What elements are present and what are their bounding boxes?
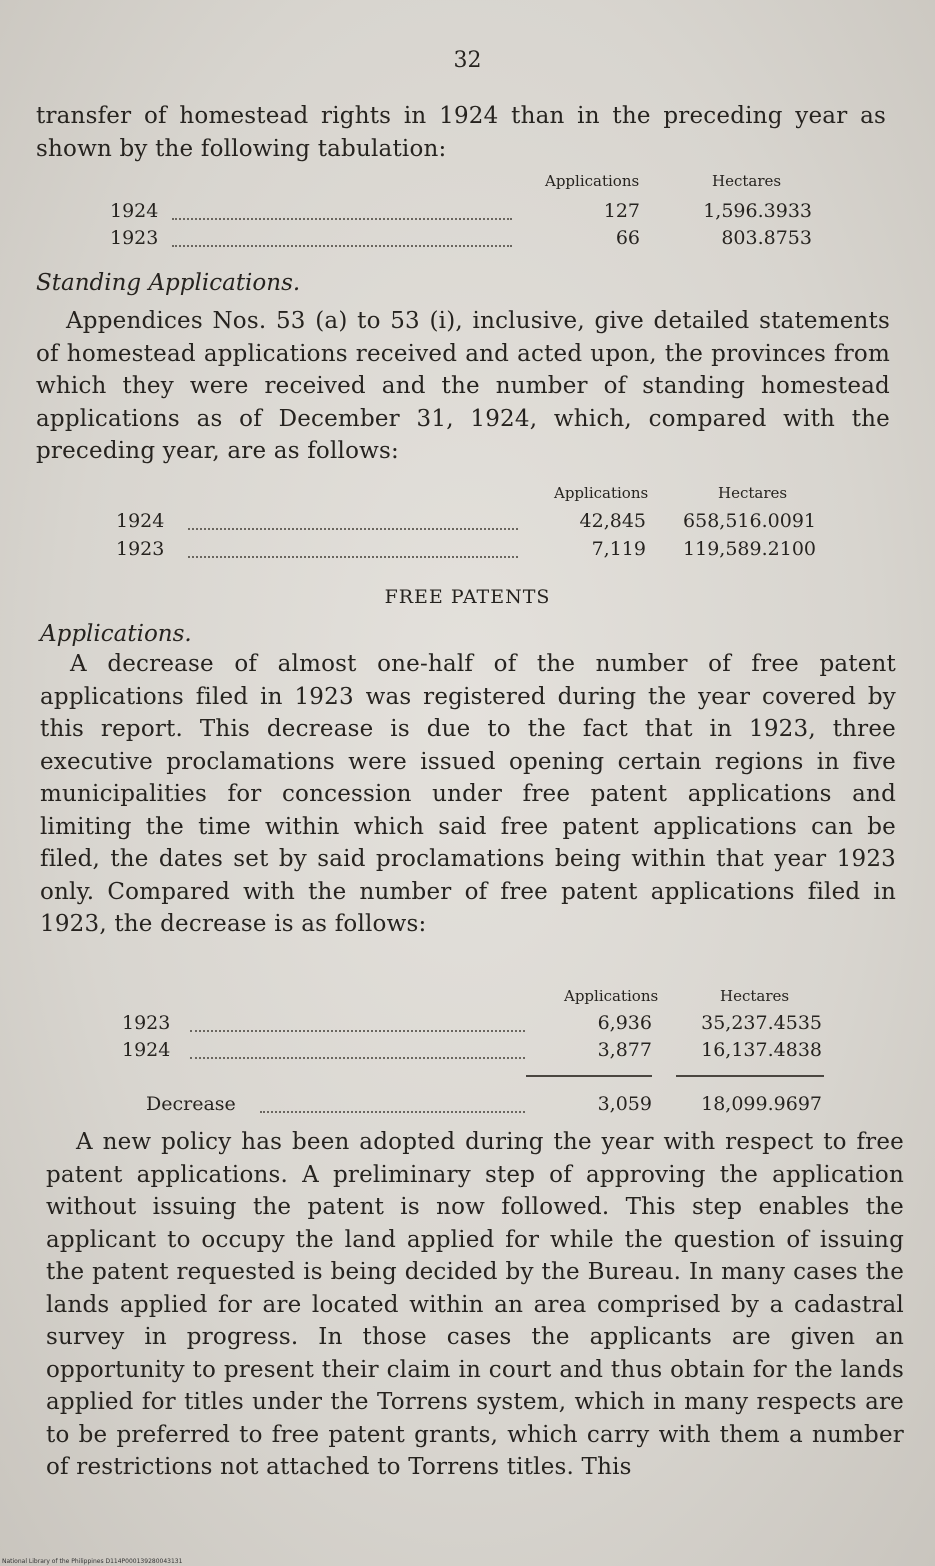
row-hectares: 803.8753 (721, 227, 812, 249)
homestead-transfer-table (110, 172, 820, 252)
total-row (122, 1093, 832, 1119)
leader-dots (260, 1111, 525, 1113)
standing-applications-heading: Standing Applications. (36, 270, 301, 296)
table-row (110, 227, 820, 253)
standing-applications-table (116, 484, 826, 564)
total-label: Decrease (146, 1093, 236, 1115)
table-row (110, 200, 820, 226)
table2-col-hectares: Hectares (718, 484, 788, 502)
table-row (116, 538, 826, 564)
row-hectares: 119,589.2100 (683, 538, 816, 560)
row-applications: 7,119 (591, 538, 646, 560)
row-hectares: 35,237.4535 (701, 1012, 822, 1034)
page-number: 32 (453, 48, 482, 73)
applications-paragraph: A decrease of almost one-half of the number of free patent applications filed in 1923 was registered during the year covered by this report. This decrease is due to the fact that in 1923, three executive proclamations were issued opening certain regions in five municipalities for concession under free patent applications and limiting the time within which said free patent applications can be filed, the dates set by said proclamations being within that year 1923 only. Compared with the number of free patent applications filed in 1923, the decrease is as follows: (40, 651, 896, 937)
row-hectares: 16,137.4838 (701, 1039, 822, 1061)
leader-dots (190, 1057, 525, 1059)
intro-paragraph: transfer of homestead rights in 1924 than in the preceding year as shown by the following tabulation: (36, 103, 886, 162)
new-policy-paragraph: A new policy has been adopted during the year with respect to free patent applications. A preliminary step of approving the application without issuing the patent is now followed. This step enables the applicant to occupy the land applied for while the question of issuing the patent requested is being decided by the Bureau. In many cases the lands applied for are located within an area comprised by a cadastral survey in progress. In those cases the applicants are given an opportunity to present their claim in court and thus obtain for the lands applied for titles under the Torrens system, which in many respects are to be preferred to free patent grants, which carry with them a number of restrictions not attached to Torrens titles. This (46, 1129, 904, 1480)
row-applications: 42,845 (579, 510, 646, 532)
row-applications: 3,877 (597, 1039, 652, 1061)
table3-col-hectares: Hectares (720, 987, 790, 1005)
leader-dots (188, 528, 518, 530)
row-applications: 6,936 (597, 1012, 652, 1034)
sum-rule-hectares (676, 1075, 824, 1077)
total-applications: 3,059 (597, 1093, 652, 1115)
row-year: 1923 (122, 1012, 171, 1034)
leader-dots (172, 218, 512, 220)
row-year: 1924 (122, 1039, 171, 1061)
applications-heading: Applications. (40, 621, 192, 647)
row-applications: 127 (603, 200, 640, 222)
table-row (122, 1012, 832, 1038)
row-year: 1923 (110, 227, 159, 249)
sum-rule-applications (526, 1075, 652, 1077)
table2-col-applications: Applications (554, 484, 649, 502)
free-patent-decrease-table (122, 987, 832, 1122)
table1-col-applications: Applications (545, 172, 640, 190)
row-applications: 66 (615, 227, 640, 249)
row-year: 1924 (116, 510, 165, 532)
scan-footer: National Library of the Philippines D114P000139280043131 (2, 1558, 183, 1565)
leader-dots (172, 245, 512, 247)
row-hectares: 1,596.3933 (703, 200, 812, 222)
leader-dots (188, 556, 518, 558)
table3-col-applications: Applications (564, 987, 659, 1005)
table1-col-hectares: Hectares (712, 172, 782, 190)
leader-dots (190, 1030, 525, 1032)
row-hectares: 658,516.0091 (683, 510, 816, 532)
row-year: 1924 (110, 200, 159, 222)
row-year: 1923 (116, 538, 165, 560)
total-hectares: 18,099.9697 (701, 1093, 822, 1115)
table-row (122, 1039, 832, 1065)
free-patents-heading: FREE PATENTS (384, 586, 551, 608)
standing-applications-paragraph: Appendices Nos. 53 (a) to 53 (i), inclusive, give detailed statements of homestead applications received and acted upon, the provinces from which they were received and the number of standing homestead applications as of December 31, 1924, which, compared with the preceding year, are as follows: (36, 308, 890, 464)
table-row (116, 510, 826, 536)
